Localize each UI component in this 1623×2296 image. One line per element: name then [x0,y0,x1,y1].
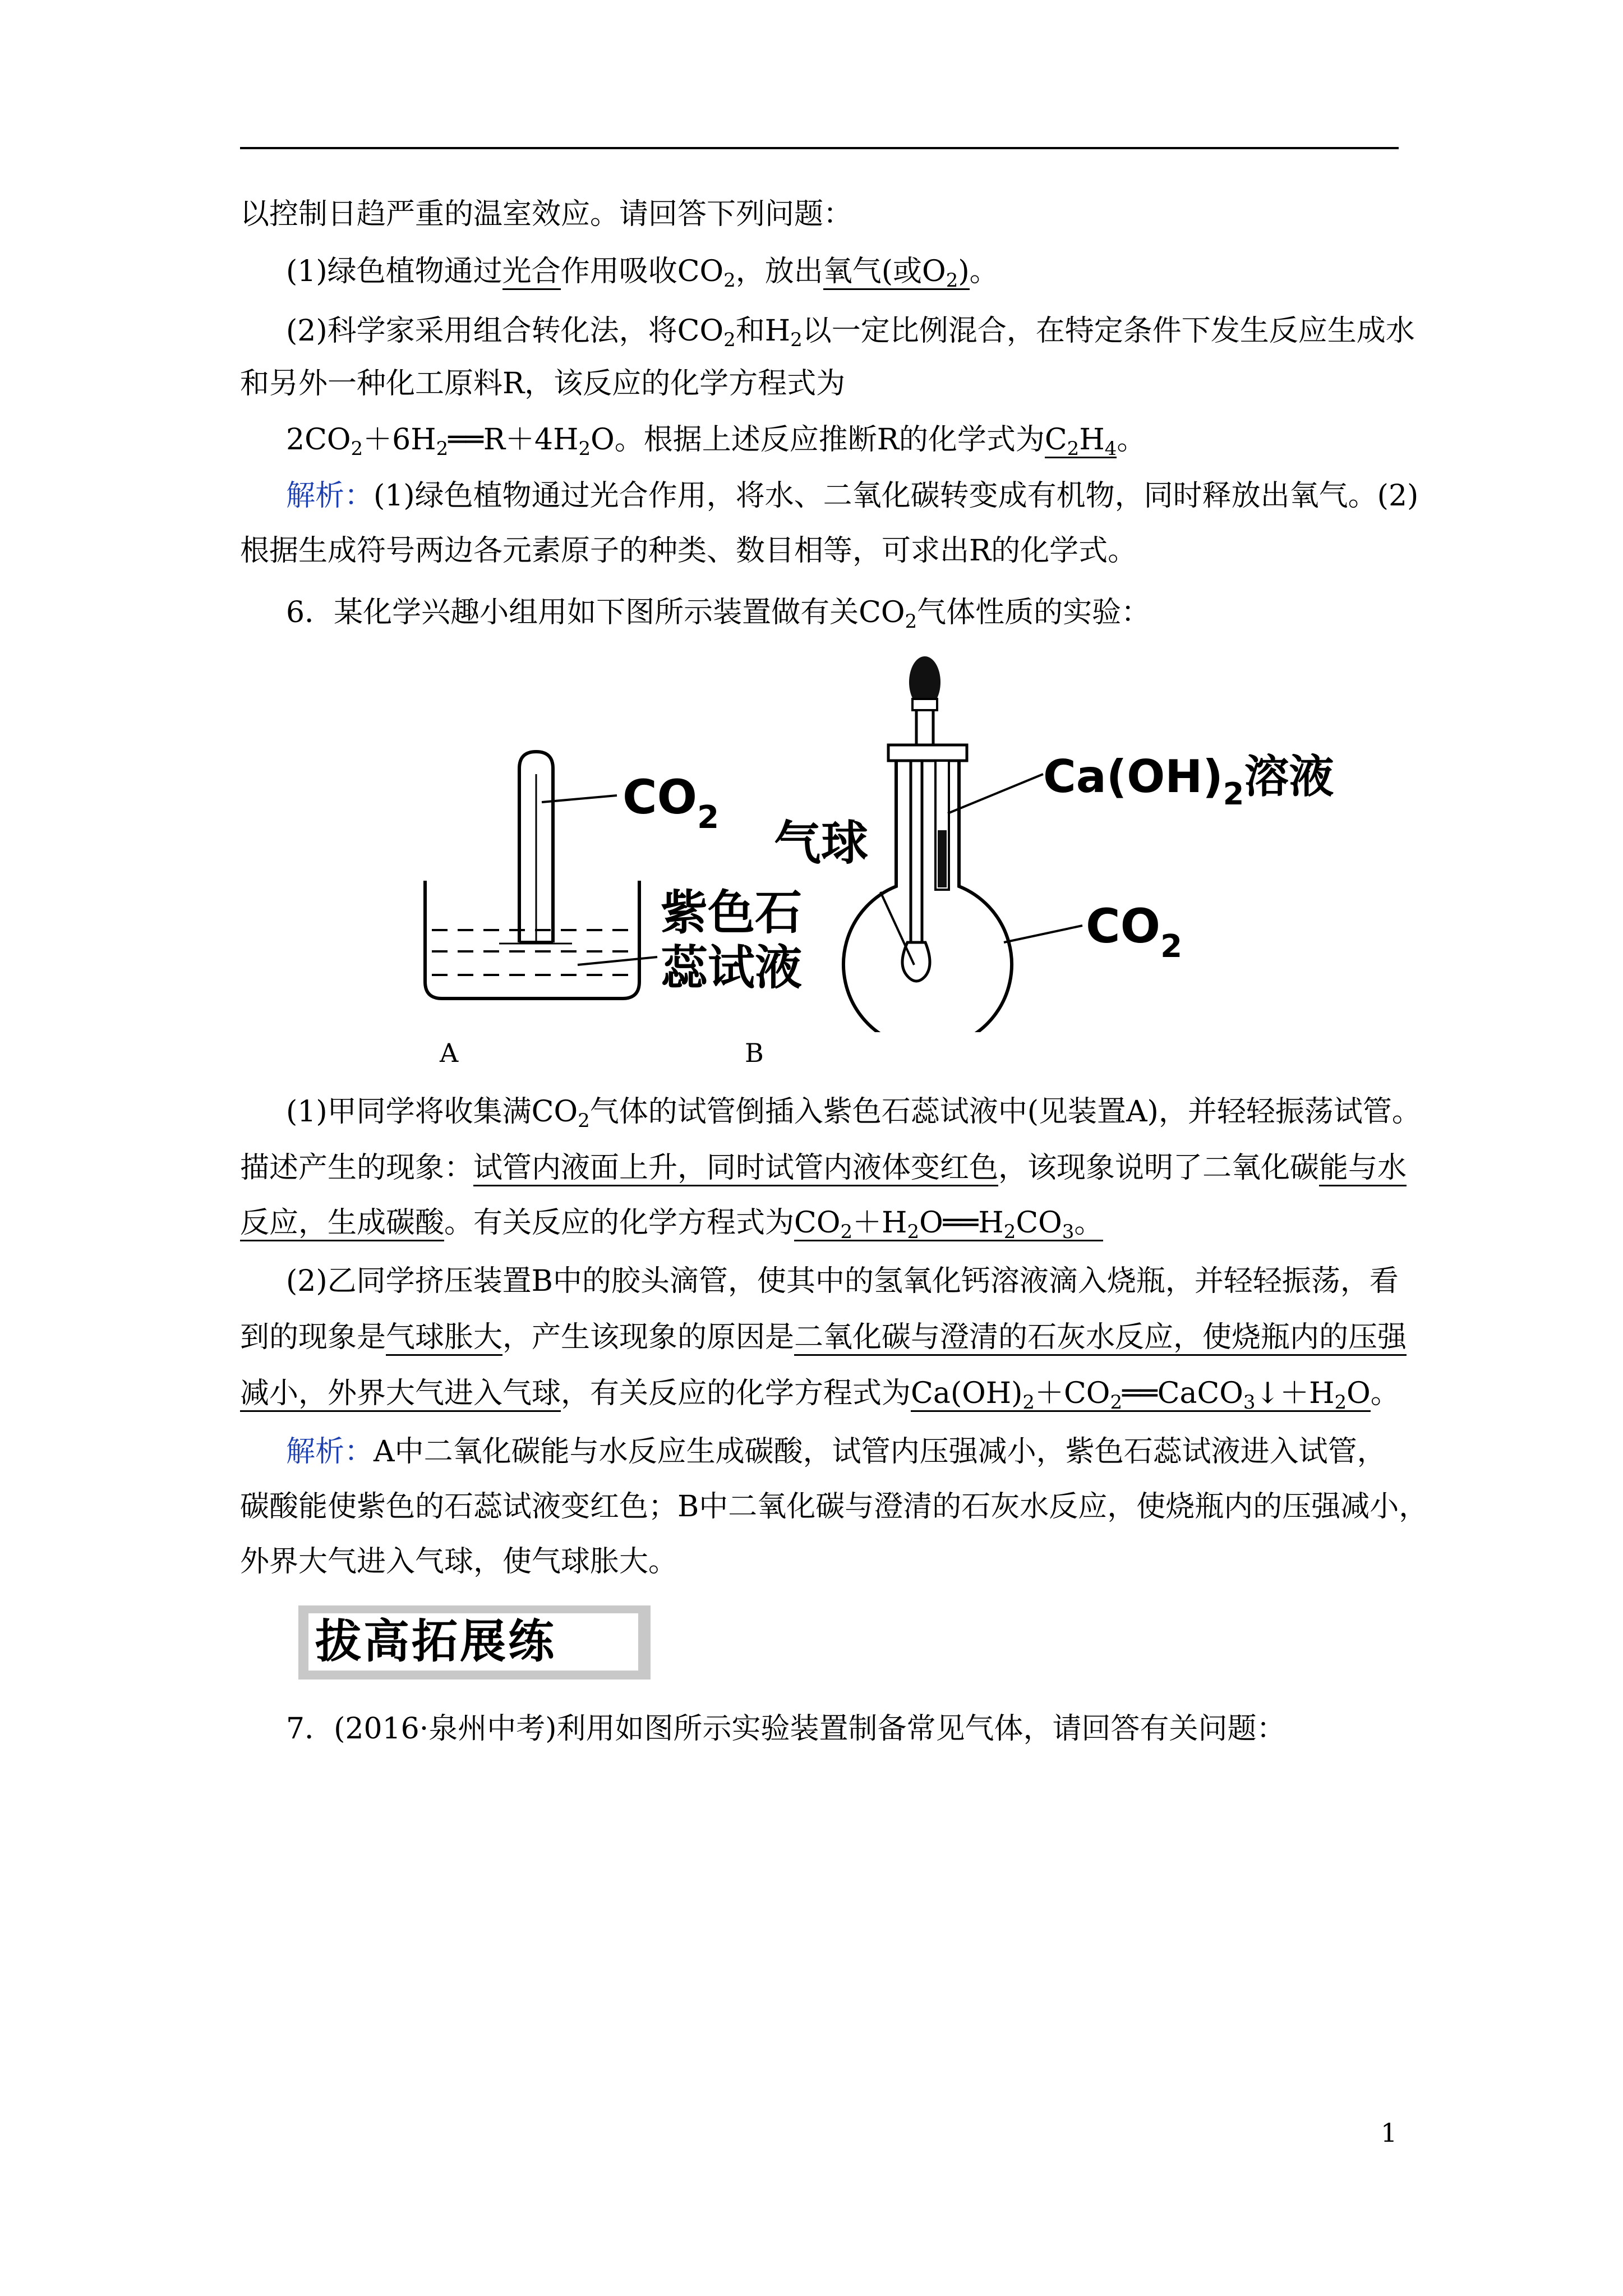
text-line: 减小，外界大气进入气球，有关反应的化学方程式为$Ca(OH)_2+CO_2══CaCO_3↓+H_2O$。 [240,1377,1400,1414]
question-6: 6．某化学兴趣小组用如下图所示装置做有关$CO_2$气体性质的实验： [286,596,1151,633]
part-2: (2)乙同学挤压装置B中的胶头滴管，使其中的氢氧化钙溶液滴入烧瓶，并轻轻振荡，看 [286,1264,1399,1298]
header-rule [240,147,1399,149]
text-line: 碳酸能使紫色的石蕊试液变红色；B中二氧化碳与澄清的石灰水反应，使烧瓶内的压强减小， [240,1490,1428,1524]
answer-blank: 能与水 [1319,1151,1407,1186]
text-line: 反应，生成碳酸。有关反应的化学方程式为$CO_2+H_2O══H_2CO_3$。 [240,1206,1104,1243]
text-line: 外界大气进入气球，使气球胀大。 [240,1545,678,1579]
question-1: (1)绿色植物通过光合作用吸收$CO_2$，放出氧气(或$O_2$)。 [286,255,999,292]
text-line: 描述产生的现象：试管内液面上升，同时试管内液体变红色，该现象说明了二氧化碳能与水 [240,1150,1407,1186]
section-banner-title: 拔高拓展练 [308,1613,638,1671]
text-line: 根据生成符号两边各元素原子的种类、数目相等，可求出R的化学式。 [240,534,1137,568]
analysis-label: 解析： [286,479,374,513]
answer-blank: 氧气(或$O_2$) [823,255,970,292]
apparatus-figure [393,651,1346,1032]
answer-blank: $CO_2+H_2O══H_2CO_3$。 [794,1206,1104,1243]
question-2: (2)科学家采用组合转化法，将$CO_2$和$H_2$以一定比例混合，在特定条件下发生反应生成水 [286,314,1415,351]
label-caoh2: $Ca(OH)_2$溶液 [1043,751,1334,812]
answer-blank: 反应，生成碳酸 [240,1206,444,1241]
answer-blank: 二氧化碳与澄清的石灰水反应，使烧瓶内的压强 [794,1320,1407,1356]
label-co2-b: $CO_2$ [1086,899,1183,965]
answer-blank: 气球胀大 [386,1320,502,1356]
section-banner [298,1605,651,1680]
analysis-1: 解析：(1)绿色植物通过光合作用，将水、二氧化碳转变成有机物，同时释放出氧气。(2) [286,479,1419,513]
caption-b: B [745,1038,764,1068]
text-line: 以控制日趋严重的温室效应。请回答下列问题： [240,197,853,231]
caption-a: A [440,1038,459,1068]
answer-blank: 试管内液面上升，同时试管内液体变红色 [473,1151,998,1186]
label-litmus-1: 紫色石 [661,885,803,940]
equation-line: $2CO_2+6H_2══R+4H_2O$。根据上述反应推断R的化学式为$C_2H_4$。 [286,423,1146,460]
answer-blank: $C_2H_4$ [1044,423,1117,460]
question-7: 7．(2016·泉州中考)利用如图所示实验装置制备常见气体，请回答有关问题： [286,1712,1286,1746]
analysis-label: 解析： [286,1435,374,1469]
answer-blank: 减小，外界大气进入气球 [240,1377,561,1412]
label-litmus-2: 蕊试液 [661,940,803,995]
text-line: 到的现象是气球胀大，产生该现象的原因是二氧化碳与澄清的石灰水反应，使烧瓶内的压强 [240,1319,1407,1355]
answer-blank: $Ca(OH)_2+CO_2══CaCO_3↓+H_2O$ [911,1377,1371,1414]
part-1: (1)甲同学将收集满$CO_2$气体的试管倒插入紫色石蕊试液中(见装置A)，并轻轻振荡试管。 [286,1095,1421,1132]
label-co2-a: $CO_2$ [623,770,720,836]
page-number: 1 [1381,2118,1398,2148]
answer-blank: 光合 [502,255,561,290]
analysis-2: 解析：A中二氧化碳能与水反应生成碳酸，试管内压强减小，紫色石蕊试液进入试管， [286,1435,1386,1469]
text-line: 和另外一种化工原料R，该反应的化学方程式为 [240,367,846,401]
label-balloon: 气球 [774,816,869,871]
